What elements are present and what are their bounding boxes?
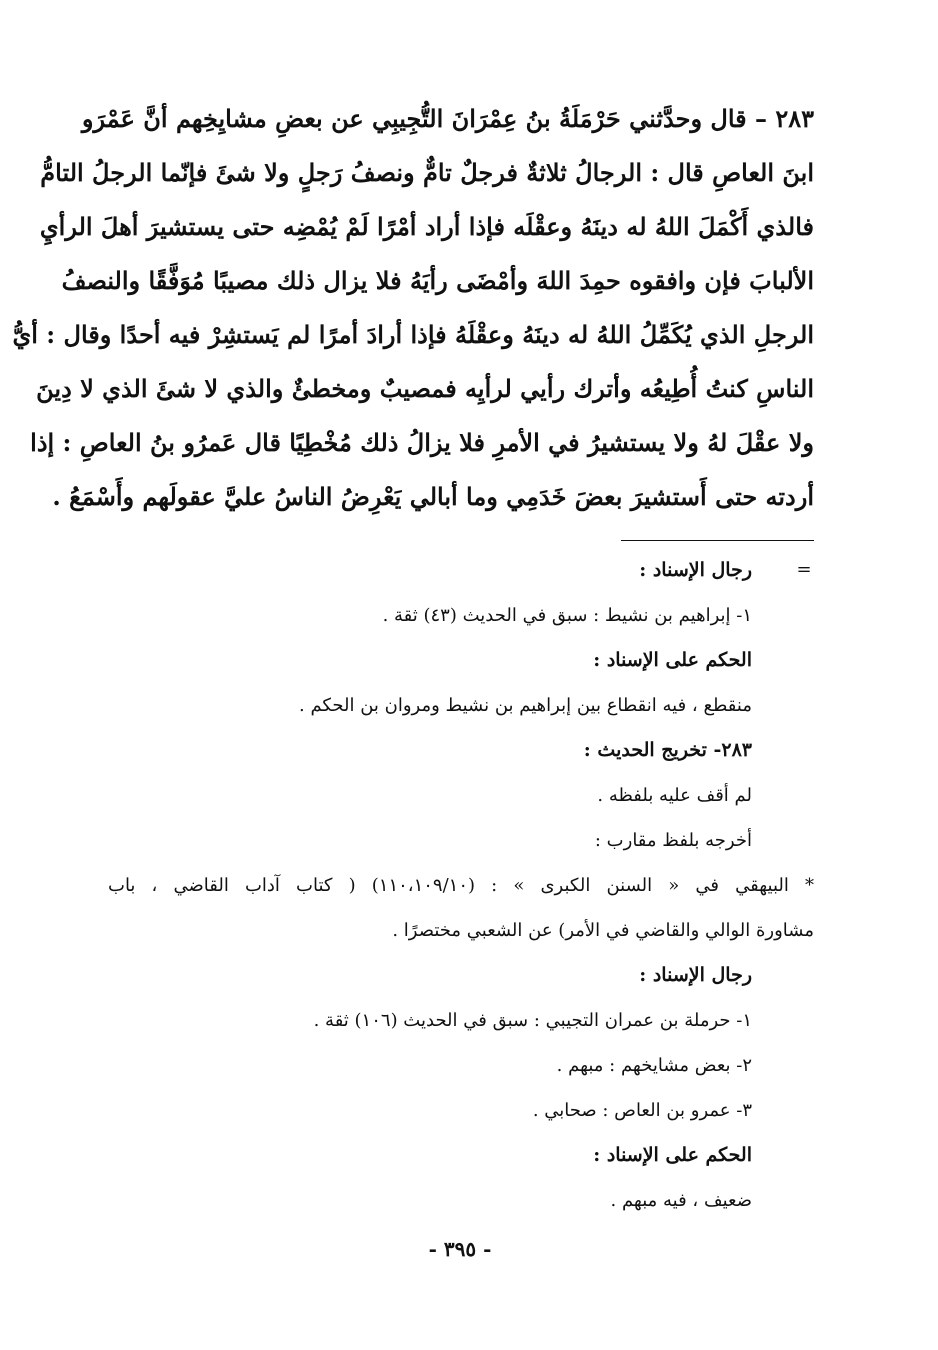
footnote-line: ٣- عمرو بن العاص : صحابي . bbox=[532, 1100, 752, 1121]
footnote-line: ١- إبراهيم بن نشيط : سبق في الحديث (٤٣) ثقة . bbox=[382, 605, 752, 626]
footnote-line: مشاورة الوالي والقاضي في الأمر) عن الشعبي مختصرًا . bbox=[392, 920, 814, 941]
section-heading: ٢٨٣- تخريج الحديث : bbox=[583, 739, 752, 761]
footnote-line: أخرجه بلفظ مقارب : bbox=[594, 830, 752, 851]
hadith-line: الألبابَ فإن وافقوه حمِدَ اللهَ وأمْضَى رأيَهُ فلا يزال ذلك مصيبًا مُوَفَّقًا والنصفُ bbox=[61, 266, 814, 295]
footnote-line: ٢- بعض مشايخهم : مبهم . bbox=[556, 1055, 752, 1076]
footnote-line: لم أقف عليه بلفظه . bbox=[597, 785, 752, 806]
section-heading: الحكم على الإسناد : bbox=[593, 1144, 752, 1166]
section-heading: الحكم على الإسناد : bbox=[593, 649, 752, 671]
section-heading: رجال الإسناد : bbox=[639, 559, 752, 581]
hadith-line: ٢٨٣ – قال وحدَّثني حَرْمَلَةُ بنُ عِمْرَانَ التُّجِيبِي عن بعضِ مشايِخِهم أنَّ عَمْرَو bbox=[81, 104, 814, 133]
hadith-line: ابنَ العاصِ قال : الرجالُ ثلاثةٌ فرجلٌ تامٌّ ونصفُ رَجلٍ ولا شئَ فإنّما الرجلُ التامُّ bbox=[40, 158, 814, 187]
page-number: - ٣٩٥ - bbox=[428, 1237, 492, 1261]
hadith-line: أردته حتى أَستشيرَ بعضَ خَدَمِي وما أبالي يَعْرِضُ الناسُ عليَّ عقولَهم وأَسْمَعُ . bbox=[52, 482, 814, 511]
footnote-line: * البيهقي في « السنن الكبرى » : (١١٠،١٠٩/١٠) ( كتاب آداب القاضي ، باب bbox=[108, 875, 814, 896]
footnote-divider bbox=[621, 540, 814, 541]
footnotes bbox=[108, 548, 814, 1223]
footnote-line: ١- حرملة بن عمران التجيبي : سبق في الحديث (١٠٦) ثقة . bbox=[313, 1010, 752, 1031]
hadith-line: فالذي أَكْمَلَ اللهُ له دينَهُ وعقْلَه فإذا أراد أمْرًا لَمْ يُمْضِه حتى يستشيرَ أهلَ الرأيِ bbox=[39, 212, 814, 241]
hadith-text bbox=[12, 92, 814, 524]
section-heading: رجال الإسناد : bbox=[639, 964, 752, 986]
continuation-mark: = bbox=[796, 559, 812, 580]
hadith-line: الرجلِ الذي يُكَمِّلُ اللهُ له دينَهُ وعقْلَهُ فإذا أرادَ أمرًا لم يَستشِرْ فيه أحدًا وقال : أيُّ bbox=[12, 320, 814, 349]
hadith-line: ولا عقْلَ لهُ ولا يستشيرُ في الأمرِ فلا يزالُ ذلك مُخْطِيًا قال عَمرُو بنُ العاصِ : إذا bbox=[30, 428, 814, 457]
footnote-line: ضعيف ، فيه مبهم . bbox=[610, 1190, 752, 1211]
hadith-line: الناسِ كنتُ أُطِيعُه وأترك رأيي لرأيِه فمصيبٌ ومخطئٌ والذي لا شئَ الذي لا دِينَ bbox=[36, 374, 814, 403]
footnote-line: منقطع ، فيه انقطاع بين إبراهيم بن نشيط ومروان بن الحكم . bbox=[299, 695, 752, 716]
